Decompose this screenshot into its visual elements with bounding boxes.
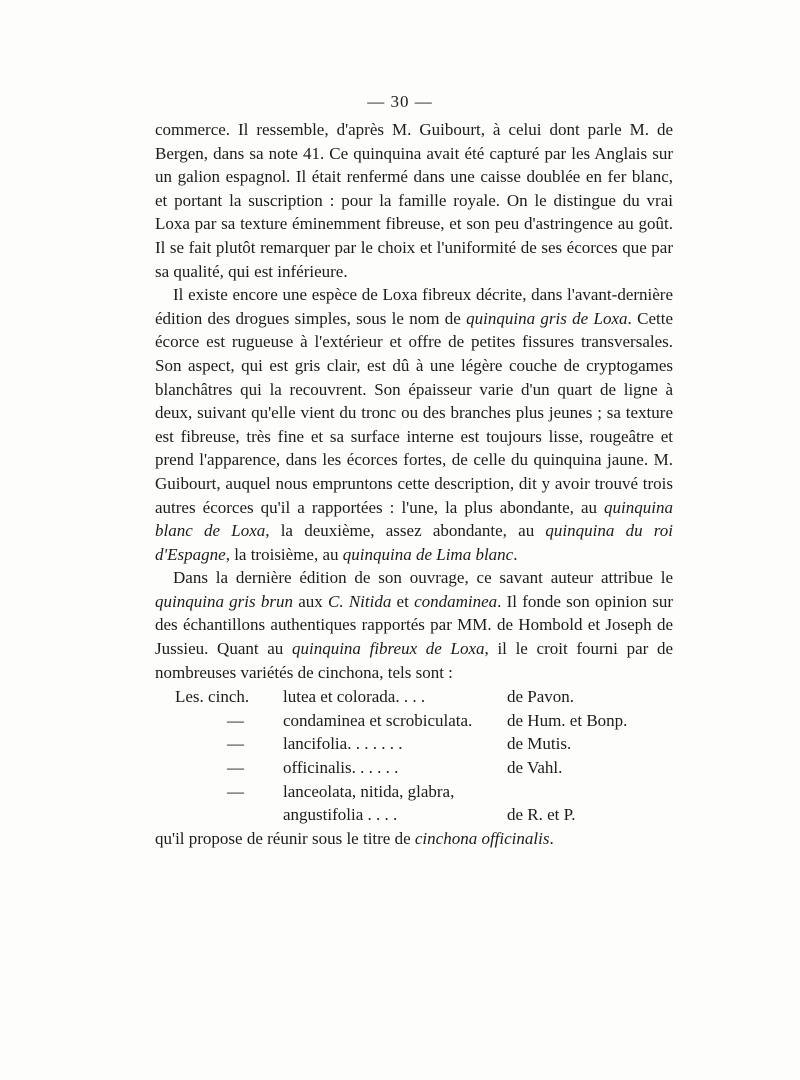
p2-italic-lima-blanc: quinquina de Lima blanc	[342, 544, 514, 564]
species-row	[155, 803, 673, 827]
p3-italic-fibreux-de-loxa: quinquina fibreux de Loxa	[291, 639, 485, 659]
species-author: de Vahl.	[507, 758, 563, 778]
species-row	[155, 756, 673, 780]
species-dash: —	[227, 758, 244, 778]
species-name: lutea et colorada. . . .	[283, 687, 426, 707]
species-name: officinalis. . . . . .	[283, 758, 399, 778]
species-name: angustifolia . . . .	[283, 805, 398, 825]
p2-italic-blanc-de-loxa: quinquina blanc de Loxa	[155, 497, 673, 541]
page-number: — 30 —	[367, 92, 433, 111]
p2-text-e: , la deuxième, assez abondante, au	[265, 521, 546, 541]
p3-italic-gris-brun: quinquina gris brun	[155, 591, 293, 611]
paragraph-2	[155, 283, 673, 566]
species-row	[155, 780, 673, 804]
final-text-c: .	[549, 828, 554, 848]
species-name: condaminea et scrobiculata.	[283, 710, 473, 730]
final-italic-cinchona-officinalis: cinchona officinalis	[414, 828, 550, 848]
paragraph-1-text: commerce. Il ressemble, d'après M. Guibourt, à celui dont parle M. de Bergen, dans sa note 41. Ce quinquina avait été capturé par les Anglais sur un galion espagnol. Il était renfermé dans une caisse doublée en fer blanc, et portant la suscription : pour la famille royale. On le distingue du vrai Loxa par sa texture éminemment fibreuse, et son peu d'astringence au goût. Il se fait plutôt remarquer par le choix et l'uniformité de ses écorces que par sa qualité, qui est inférieure.	[155, 120, 673, 281]
species-prefix: Les. cinch.	[175, 687, 250, 707]
species-list	[155, 685, 673, 827]
species-dash: —	[227, 710, 244, 730]
p3-text-a: Dans la dernière édition de son ouvrage, ce savant auteur attribue le	[173, 568, 673, 588]
species-dash: —	[227, 734, 244, 754]
p2-italic-gris-de-loxa: quinquina gris de Loxa	[466, 308, 628, 328]
species-author: de Hum. et Bonp.	[507, 710, 628, 730]
species-author	[507, 780, 673, 804]
p3-text-g: . Il fonde son opinion sur des échantillons authentiques rapportés par MM. de Hombold et Joseph de Jussieu. Quant au	[155, 591, 673, 659]
species-name: lancifolia. . . . . . .	[283, 734, 403, 754]
species-author: de Mutis.	[507, 734, 572, 754]
p3-text-e: et	[391, 591, 415, 611]
p3-text-c: aux	[292, 591, 328, 611]
species-row	[155, 685, 673, 709]
species-row	[155, 709, 673, 733]
species-dash: —	[227, 781, 244, 801]
species-author: de Pavon.	[507, 687, 575, 707]
final-text-a: qu'il propose de réunir sous le titre de	[155, 828, 415, 848]
p2-text-c: . Cette écorce est rugueuse à l'extérieur et offre de petites fissures transversales. Son aspect, qui est gris clair, est dû à une légère couche de cryptogames blanchâtres qui la recouvrent. Son épaisseur varie d'un quart de ligne à deux, suivant qu'elle vient du tronc ou des branches plus jeunes ; sa texture est fibreuse, très fine et sa surface interne est toujours lisse, rougeâtre et prend l'apparence, dans les écorces fortes, de celle du quinquina jaune. M. Guibourt, auquel nous empruntons cette description, dit y avoir trouvé trois autres écorces qu'il a rapportées : l'une, la plus abondante, au	[155, 308, 673, 517]
closing-line	[155, 827, 673, 851]
body-text	[155, 118, 673, 850]
species-author: de R. et P.	[507, 805, 576, 825]
p3-italic-c-nitida: C. Nitida	[328, 591, 392, 611]
p2-italic-roi-espagne: quinquina du roi d'Espagne	[155, 521, 674, 564]
species-row	[155, 732, 673, 756]
p3-text-i: , il le croit fourni par de nombreuses variétés de cinchona, tels sont :	[155, 639, 673, 682]
species-dash	[155, 803, 283, 827]
species-name: lanceolata, nitida, glabra,	[283, 781, 455, 801]
p2-text-g: , la troisième, au	[225, 544, 343, 564]
paragraph-3	[155, 566, 673, 684]
p2-text-a: Il existe encore une espèce de Loxa fibreux décrite, dans l'avant-dernière édition des drogues simples, sous le nom de	[155, 285, 673, 328]
paragraph-1	[155, 118, 673, 283]
p2-text-i: .	[513, 544, 518, 564]
p3-italic-condaminea: condaminea	[414, 591, 498, 611]
